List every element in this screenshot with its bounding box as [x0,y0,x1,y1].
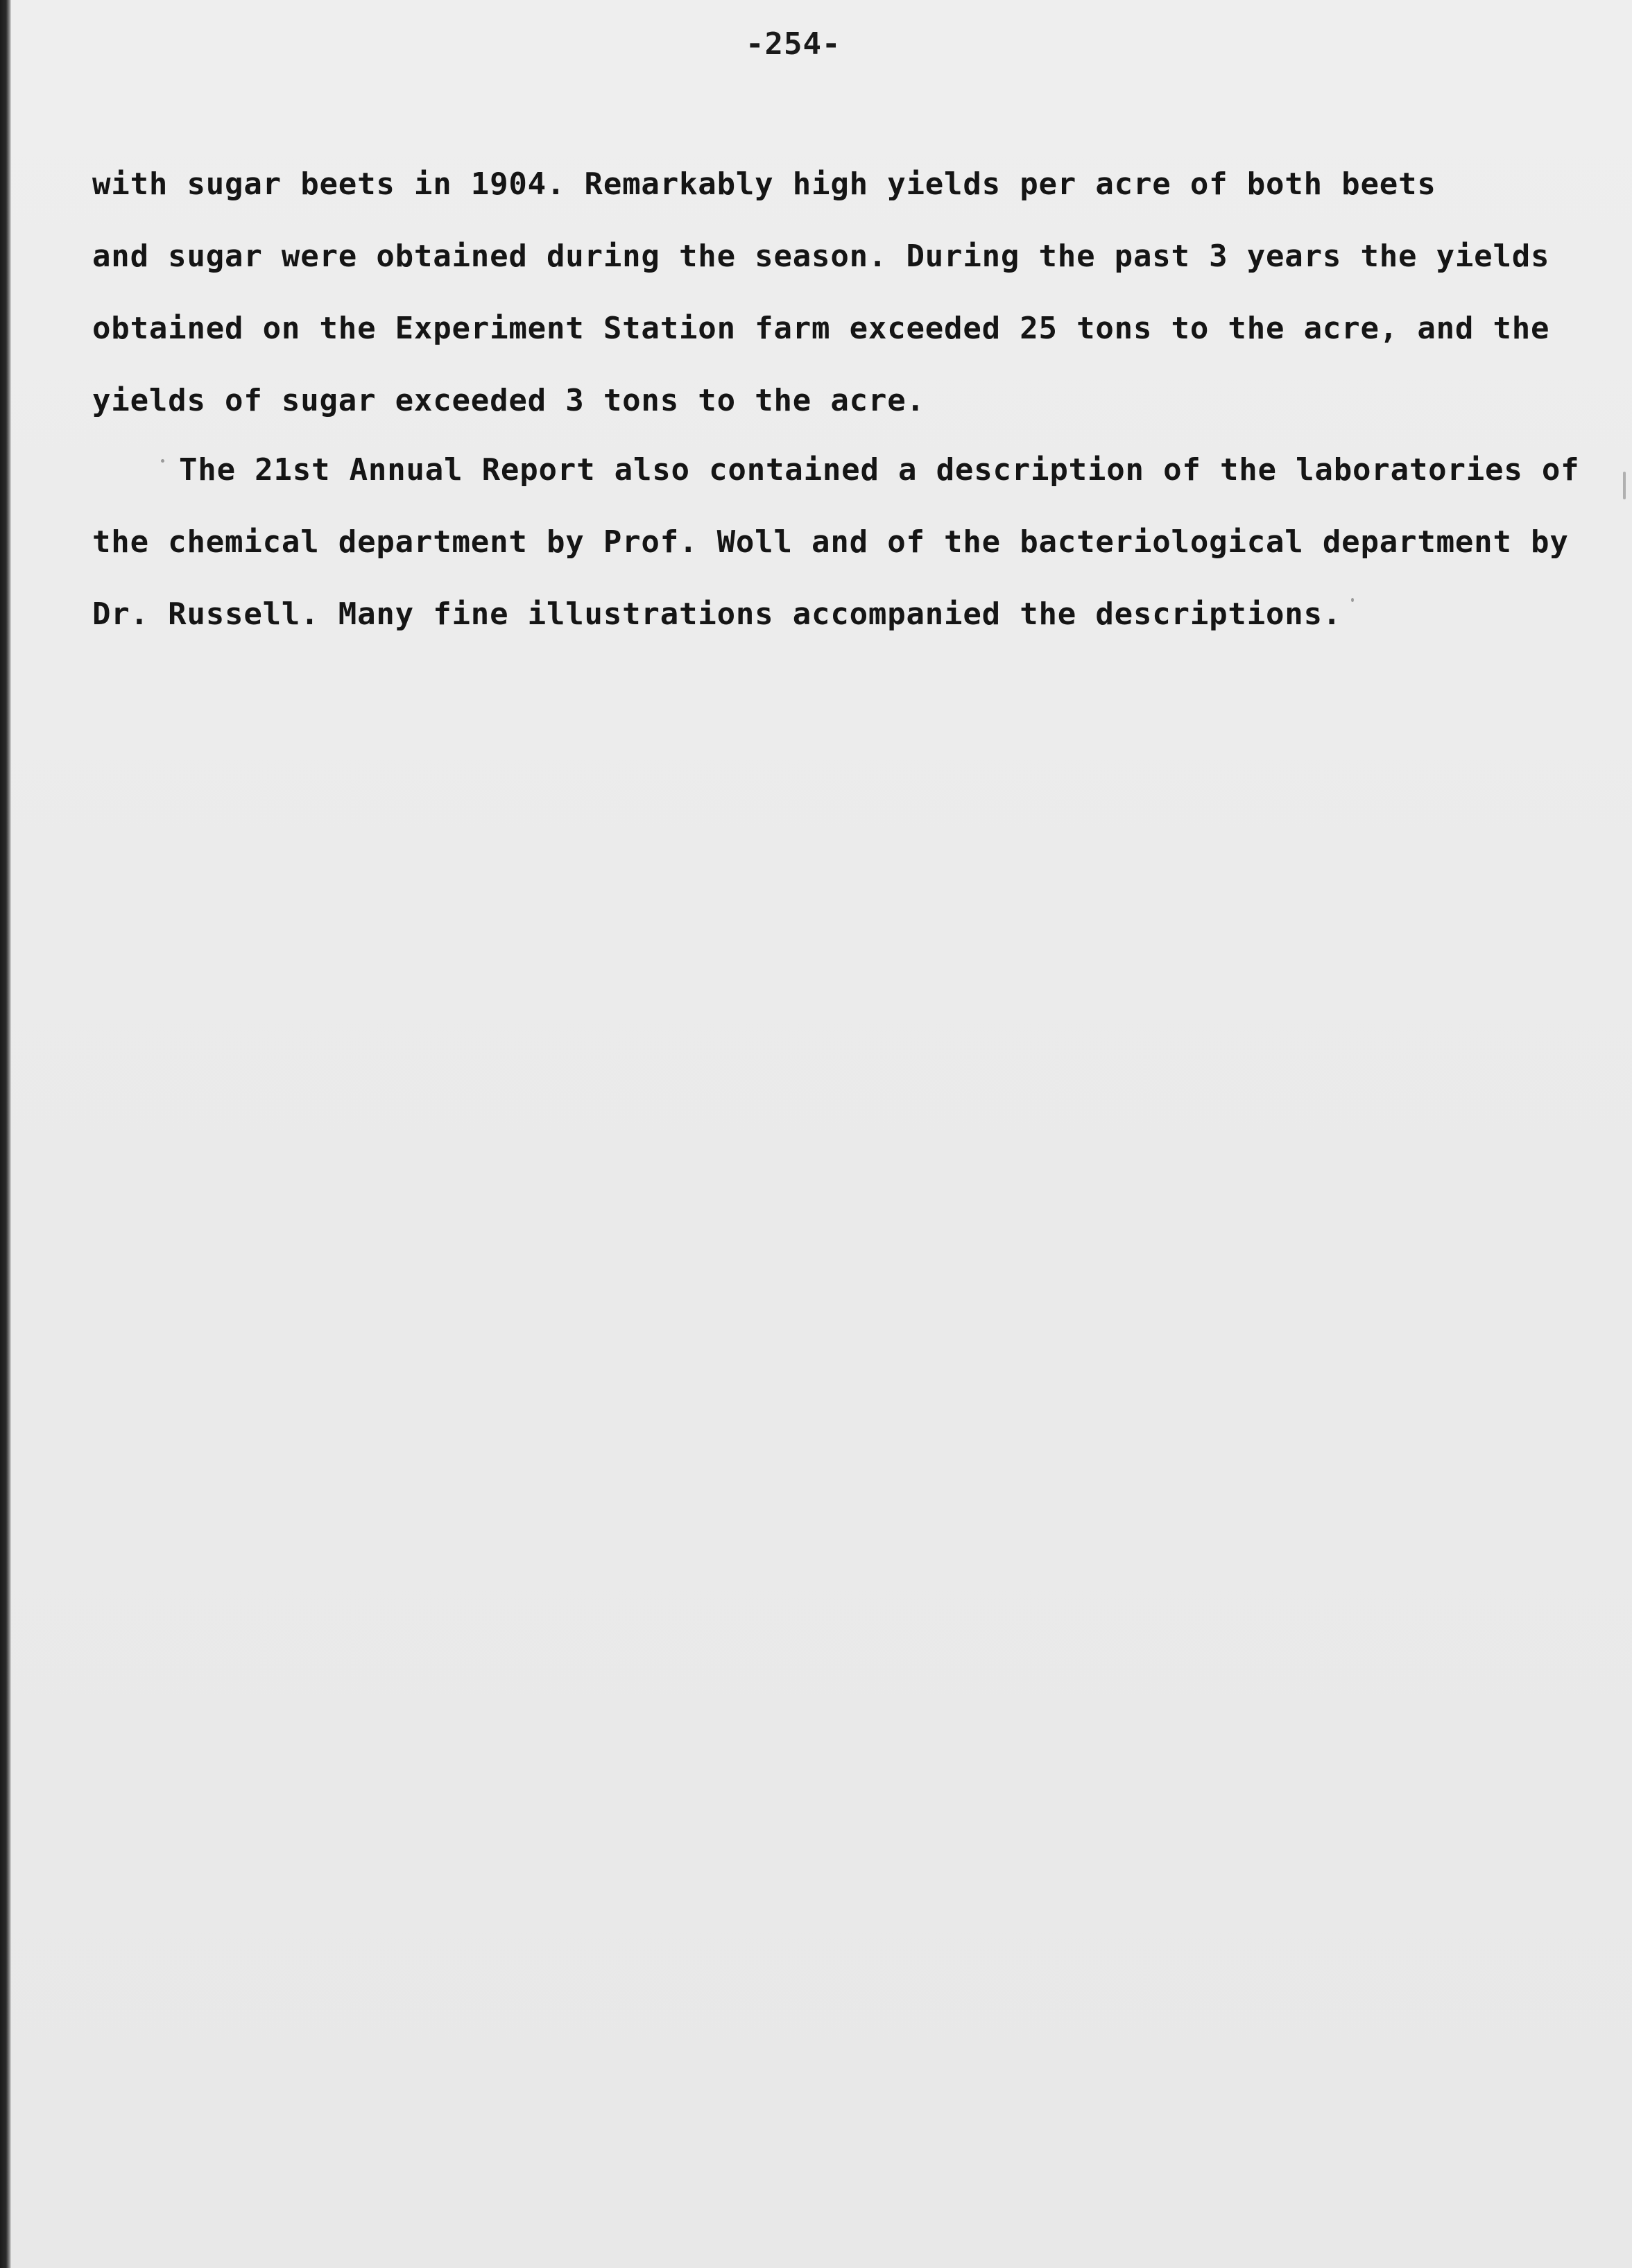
text-line-1: with sugar beets in 1904. Remarkably high yields per acre of both beets [92,166,1436,202]
text-line-3: obtained on the Experiment Station farm exceeded 25 tons to the acre, and the [92,311,1550,346]
scan-speck [1623,472,1626,499]
text-line-7: Dr. Russell. Many fine illustrations accompanied the descriptions. [92,596,1342,632]
page-number: -254- [746,26,841,62]
text-line-2: and sugar were obtained during the season. During the past 3 years the yields [92,239,1550,274]
text-line-5: The 21st Annual Report also contained a description of the laboratories of [179,452,1580,488]
scan-edge-shadow [0,0,11,2268]
scan-speck [161,459,164,463]
scan-speck [1351,598,1354,602]
text-line-6: the chemical department by Prof. Woll and of the bacteriological department by [92,524,1569,560]
text-line-4: yields of sugar exceeded 3 tons to the acre. [92,383,925,418]
